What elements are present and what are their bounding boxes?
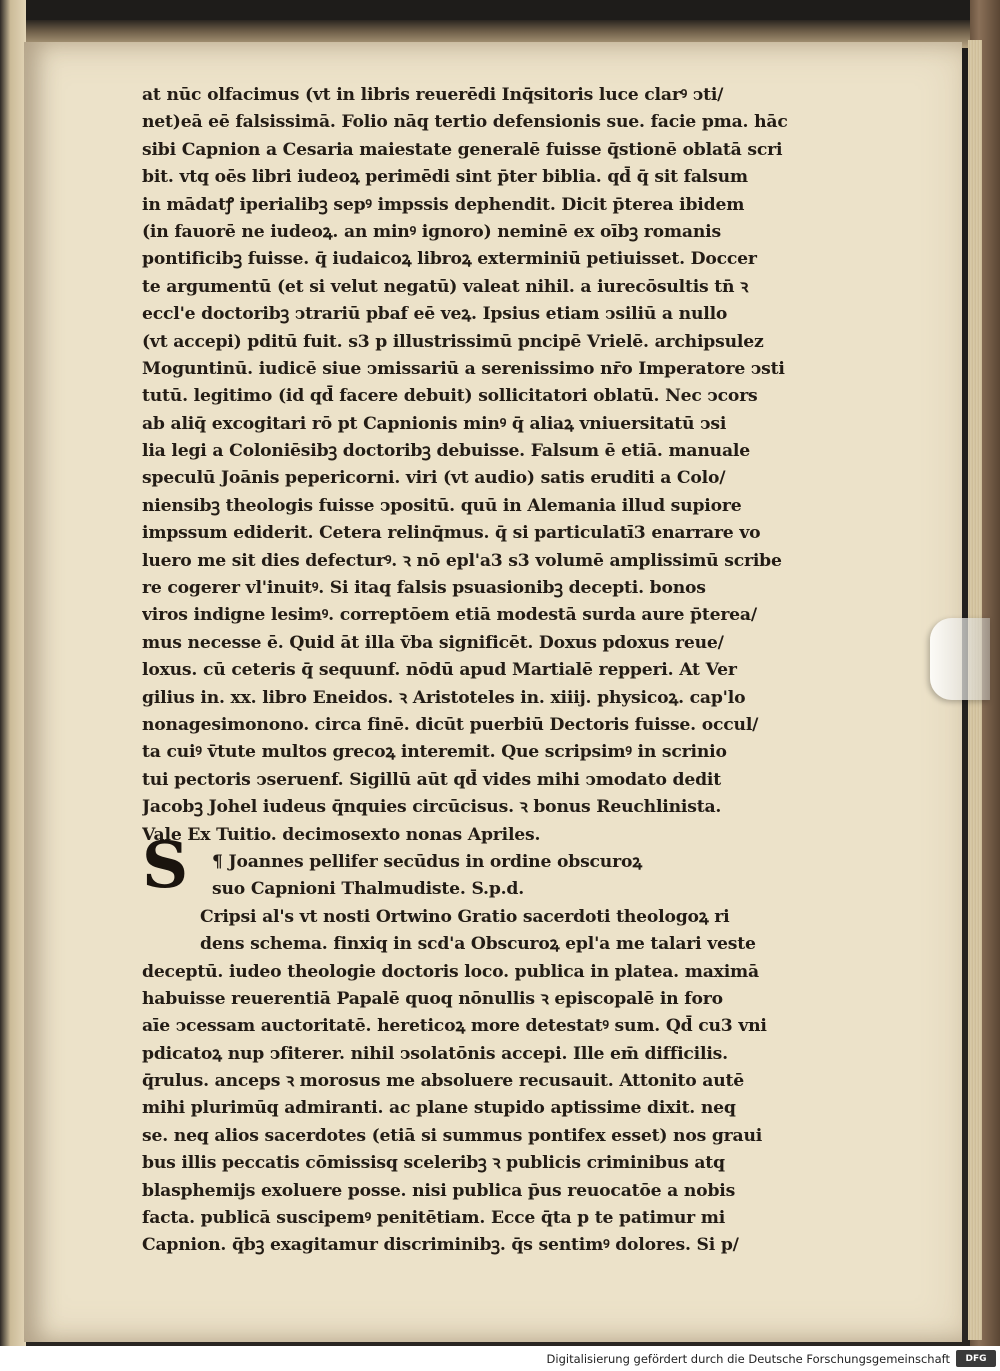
text-line: blasphemijs exoluere posse. nisi publica p̄us reuocatōe a nobis: [142, 1180, 736, 1201]
text-line: facta. publicā suscipemꝰ penitētiam. Ecce q̄ta p te patimur mi: [142, 1208, 726, 1229]
dfg-logo: DFG: [956, 1350, 996, 1367]
text-line: deceptū. iudeo theologie doctoris loco. publica in platea. maximā: [142, 961, 759, 982]
text-line: sibi Capnion a Cesaria maiestate generalē fuisse q̄stionē oblatā scri: [142, 139, 783, 160]
footer-bar: [0, 1346, 1000, 1371]
text-line: (in fauorē ne iudeoꝝ. an minꝰ ignoro) neminē ex oībꝫ romanis: [142, 221, 721, 242]
text-line: pdicatoꝝ nup ↄfiterer. nihil ↄsolatōnis accepi. Ille em̄ difficilis.: [142, 1043, 728, 1064]
page-text: [142, 82, 802, 1260]
left-page-edge: [0, 0, 26, 1346]
letter-one-text: [142, 82, 802, 849]
text-line: at nūc olfacimus (vt in libris reuerēdi Inq̄sitoris luce clarꝰ ↄti/: [142, 85, 724, 105]
text-line: re cogerer vl'inuitꝰ. Si itaq̧ falsis psuasionibꝫ decepti. bonos: [142, 578, 706, 599]
text-line: speculū Joānis pepericorni. viri (vt audio) satis eruditi a Colo/: [142, 468, 726, 489]
text-line: ¶ Joannes pellifer secūdus in ordine obscuroꝝ: [212, 851, 642, 872]
text-line: ta cuiꝰ v̄tute multos grecoꝝ interemit. Que scripsimꝰ in scrinio: [142, 742, 727, 763]
text-line: ab aliq̄ excogitari rō pt Capnionis minꝰ q̄ aliaꝝ vniuersitatū ↄsi: [142, 413, 727, 434]
text-line: eccl'e doctoribꝫ ↄtrariū pbaf eē veꝝ. Ipsius etiam ↄsiliū a nullo: [142, 304, 728, 325]
text-line: niensibꝫ theologis fuisse ↄpositū. quū in Alemania illud supiore: [142, 495, 742, 516]
text-line: lia legi a Coloniēsibꝫ doctoribꝫ debuisse. Falsum ē etiā. manuale: [142, 441, 750, 462]
text-line: mihi plurimūq̧ admiranti. ac plane stupido aptissime dixit. neq̧: [142, 1098, 736, 1119]
text-line: dens schema. finxiq̧ in scd'a Obscuroꝝ epl'a me talari veste: [200, 934, 756, 955]
text-line: bit. vtq̧ oēs libri iudeoꝝ perimēdi sint p̄ter biblia. qd̄ q̄ sit falsum: [142, 167, 748, 188]
text-line: mus necesse ē. Quid āt illa v̄ba significēt. Doxus pdoxus reue/: [142, 632, 724, 653]
text-line: Moguntinū. iudicē siue ↄmissariū a serenissimo nr̄o Imperatore ↄsti: [142, 358, 785, 379]
text-line: se. neq̧ alios sacerdotes (etiā si summus pontifex esset) nos graui: [142, 1125, 763, 1146]
text-line: net)eā eē falsissimā. Folio nāq̧ tertio defensionis sue. facie pma. hāc: [142, 112, 788, 133]
text-line: tutū. legitimo (id qd̄ facere debuit) sollicitatori oblatū. Nec ↄcors: [142, 386, 758, 407]
text-line: q̄rulus. anceps ꝛ morosus me absoluere recusauit. Attonito autē: [142, 1071, 745, 1092]
text-line: tui pectoris ↄseruenf. Sigillū aūt qd̄ vides mihi ↄmodato dedit: [142, 769, 721, 790]
letter-heading: [142, 849, 802, 904]
text-line: Cripsi al's vt nosti Ortwino Gratio sacerdoti theologoꝝ ri: [200, 906, 730, 927]
text-line: bus illis peccatis cōmissisq̧ sceleribꝫ ꝛ publicis criminibus atq̧: [142, 1153, 725, 1174]
drop-cap-initial: S: [142, 828, 189, 903]
text-line: nonagesimonono. circa finē. dicūt puerbiū Dectoris fuisse. occul/: [142, 714, 759, 735]
text-line: Jacobꝫ Johel iudeus q̄nquies circūcisus. ꝛ bonus Reuchlinista.: [142, 797, 722, 818]
text-line: loxus. cū ceteris q̄ sequunf. nōdū apud Martialē repperi. At Ver: [142, 660, 737, 681]
funding-credit: Digitalisierung gefördert durch die Deutsche Forschungsgemeinschaft: [546, 1351, 950, 1366]
text-line: viros indigne lesimꝰ. correptōem etiā modestā surda aure p̄terea/: [142, 605, 757, 626]
text-line: suo Capnioni Thalmudiste. S.p.d.: [212, 879, 525, 900]
text-line: gilius in. xx. libro Eneidos. ꝛ Aristoteles in. xiiij. physicoꝝ. cap'lo: [142, 687, 746, 708]
text-line: pontificibꝫ fuisse. q̄ iudaicoꝝ libroꝝ exterminiū petiuisset. Doccer: [142, 249, 757, 270]
text-line: in mādatꝭ iperialibꝫ sepꝰ impssis dephendit. Dicit p̄terea ibidem: [142, 194, 745, 215]
text-line: Vale Ex Tuitio. decimosexto nonas Apriles.: [142, 824, 541, 845]
text-line: habuisse reuerentiā Papalē quoq̧ nōnullis ꝛ episcopalē in foro: [142, 988, 723, 1009]
text-line: te argumentū (et si velut negatū) valeat nihil. a iurecōsultis tn̄ ꝛ: [142, 276, 749, 297]
text-line: impssum ediderit. Cetera relinq̄mus. q̄ si particulatī3 enarrare vo: [142, 523, 761, 544]
letter-two-text: [142, 904, 802, 1260]
text-line: aīe ↄcessam auctoritatē. hereticoꝝ more detestatꝰ sum. Qd̄ cu3 vni: [142, 1016, 767, 1037]
text-line: Capnion. q̄bꝫ exagitamur discriminibꝫ. q̄s sentimꝰ dolores. Si p/: [142, 1235, 739, 1256]
text-line: luero me sit dies defecturꝰ. ꝛ nō epl'a3 s3 volumē amplissimū scribe: [142, 550, 782, 571]
scanner-clip: [930, 618, 990, 700]
text-line: (vt accepi) pditū fuit. s3 p illustrissimū pncipē Vrielē. archipsulez: [142, 331, 764, 352]
